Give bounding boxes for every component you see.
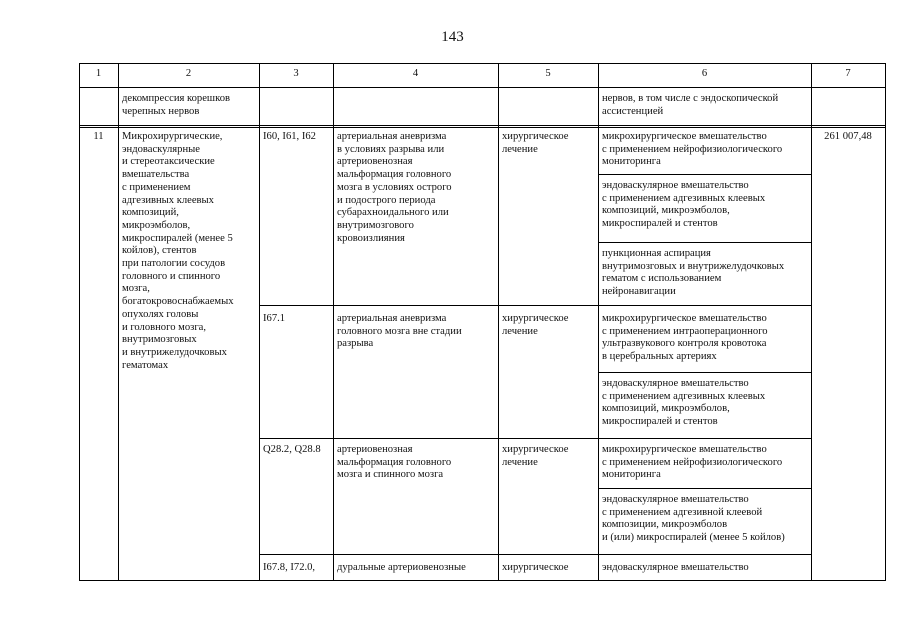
patient-model: артериальная аневризма в условиях разрыва или артериовенозная мальформация головного мозга в условиях острого и подострого периода субарахноидального или внутримозгового кровоизлияния (337, 131, 452, 244)
header-col-6: 6 (701, 68, 708, 79)
header-col-7: 7 (845, 68, 851, 79)
treatment-type: хирургическое лечение (502, 313, 569, 337)
icd-codes: Q28.2, Q28.8 (263, 444, 321, 455)
patient-model: артериовенозная мальформация головного мозга и спинного мозга (337, 444, 452, 481)
row-divider-double (79, 127, 886, 128)
method-divider (598, 372, 811, 373)
col-border (259, 63, 260, 581)
table-top-border (79, 63, 886, 64)
treatment-method: эндоваскулярное вмешательство с применением адгезивной клеевой композиции, микроэмболов и (или) микроспиралей (менее 5 койлов) (602, 494, 785, 544)
continued-name-cell: декомпрессия корешков черепных нервов (122, 93, 230, 117)
method-divider (598, 488, 811, 489)
col-border (885, 63, 886, 581)
norm-cost: 261 007,48 (824, 131, 872, 142)
col-border (333, 63, 334, 581)
treatment-method: пункционная аспирация внутримозговых и внутрижелудочковых гематом с использованием нейронавигации (602, 248, 785, 298)
treatment-method: эндоваскулярное вмешательство с применением адгезивных клеевых композиций, микроэмболов, микроспиралей и стентов (602, 378, 766, 428)
group-divider (259, 438, 811, 439)
header-col-2: 2 (185, 68, 192, 79)
header-col-3: 3 (293, 68, 299, 79)
treatment-method: эндоваскулярное вмешательство (602, 562, 749, 573)
col-border (498, 63, 499, 581)
header-col-4: 4 (412, 68, 419, 79)
row-divider (79, 125, 886, 126)
treatment-type: хирургическое (502, 562, 569, 573)
patient-model: дуральные артериовенозные (337, 562, 466, 573)
group-divider (259, 305, 811, 306)
method-divider (598, 242, 811, 243)
treatment-type: хирургическое лечение (502, 131, 569, 155)
icd-codes: I67.1 (263, 313, 286, 324)
group-divider (259, 554, 811, 555)
treatment-type: хирургическое лечение (502, 444, 569, 468)
treatment-method: микрохирургическое вмешательство с применением нейрофизиологического мониторинга (602, 444, 783, 481)
col-border (118, 63, 119, 581)
method-divider (598, 174, 811, 175)
icd-codes: I60, I61, I62 (263, 131, 316, 142)
col-border (598, 63, 599, 581)
patient-model: артериальная аневризма головного мозга вне стадии разрыва (337, 313, 462, 350)
treatment-method: микрохирургическое вмешательство с применением нейрофизиологического мониторинга (602, 131, 783, 168)
table-bottom-border (79, 580, 886, 581)
treatment-method: микрохирургическое вмешательство с применением интраоперационного ультразвукового контроля кровотока в церебральных артериях (602, 313, 768, 363)
header-bottom-border (79, 87, 886, 88)
icd-codes: I67.8, I72.0, (263, 562, 316, 573)
page-number: 143 (441, 29, 464, 45)
continued-method-cell: нервов, в том числе с эндоскопической ассистенцией (602, 93, 779, 117)
header-col-1: 1 (95, 68, 102, 79)
row-number: 11 (93, 131, 104, 142)
care-type-name: Микрохирургические, эндоваскулярные и стереотаксические вмешательства с применением адгезивных клеевых композиций, микроэмболов, микроспиралей (менее 5 койлов), стентов при патологии сосудов головного и спинного мозга, богатокровоснабжаемых опухолях головы и головного мозга, внутримозговых и внутрижелудочковых гематомах (122, 131, 234, 371)
treatment-method: эндоваскулярное вмешательство с применением адгезивных клеевых композиций, микроэмболов, микроспиралей и стентов (602, 180, 766, 230)
header-col-5: 5 (545, 68, 551, 79)
